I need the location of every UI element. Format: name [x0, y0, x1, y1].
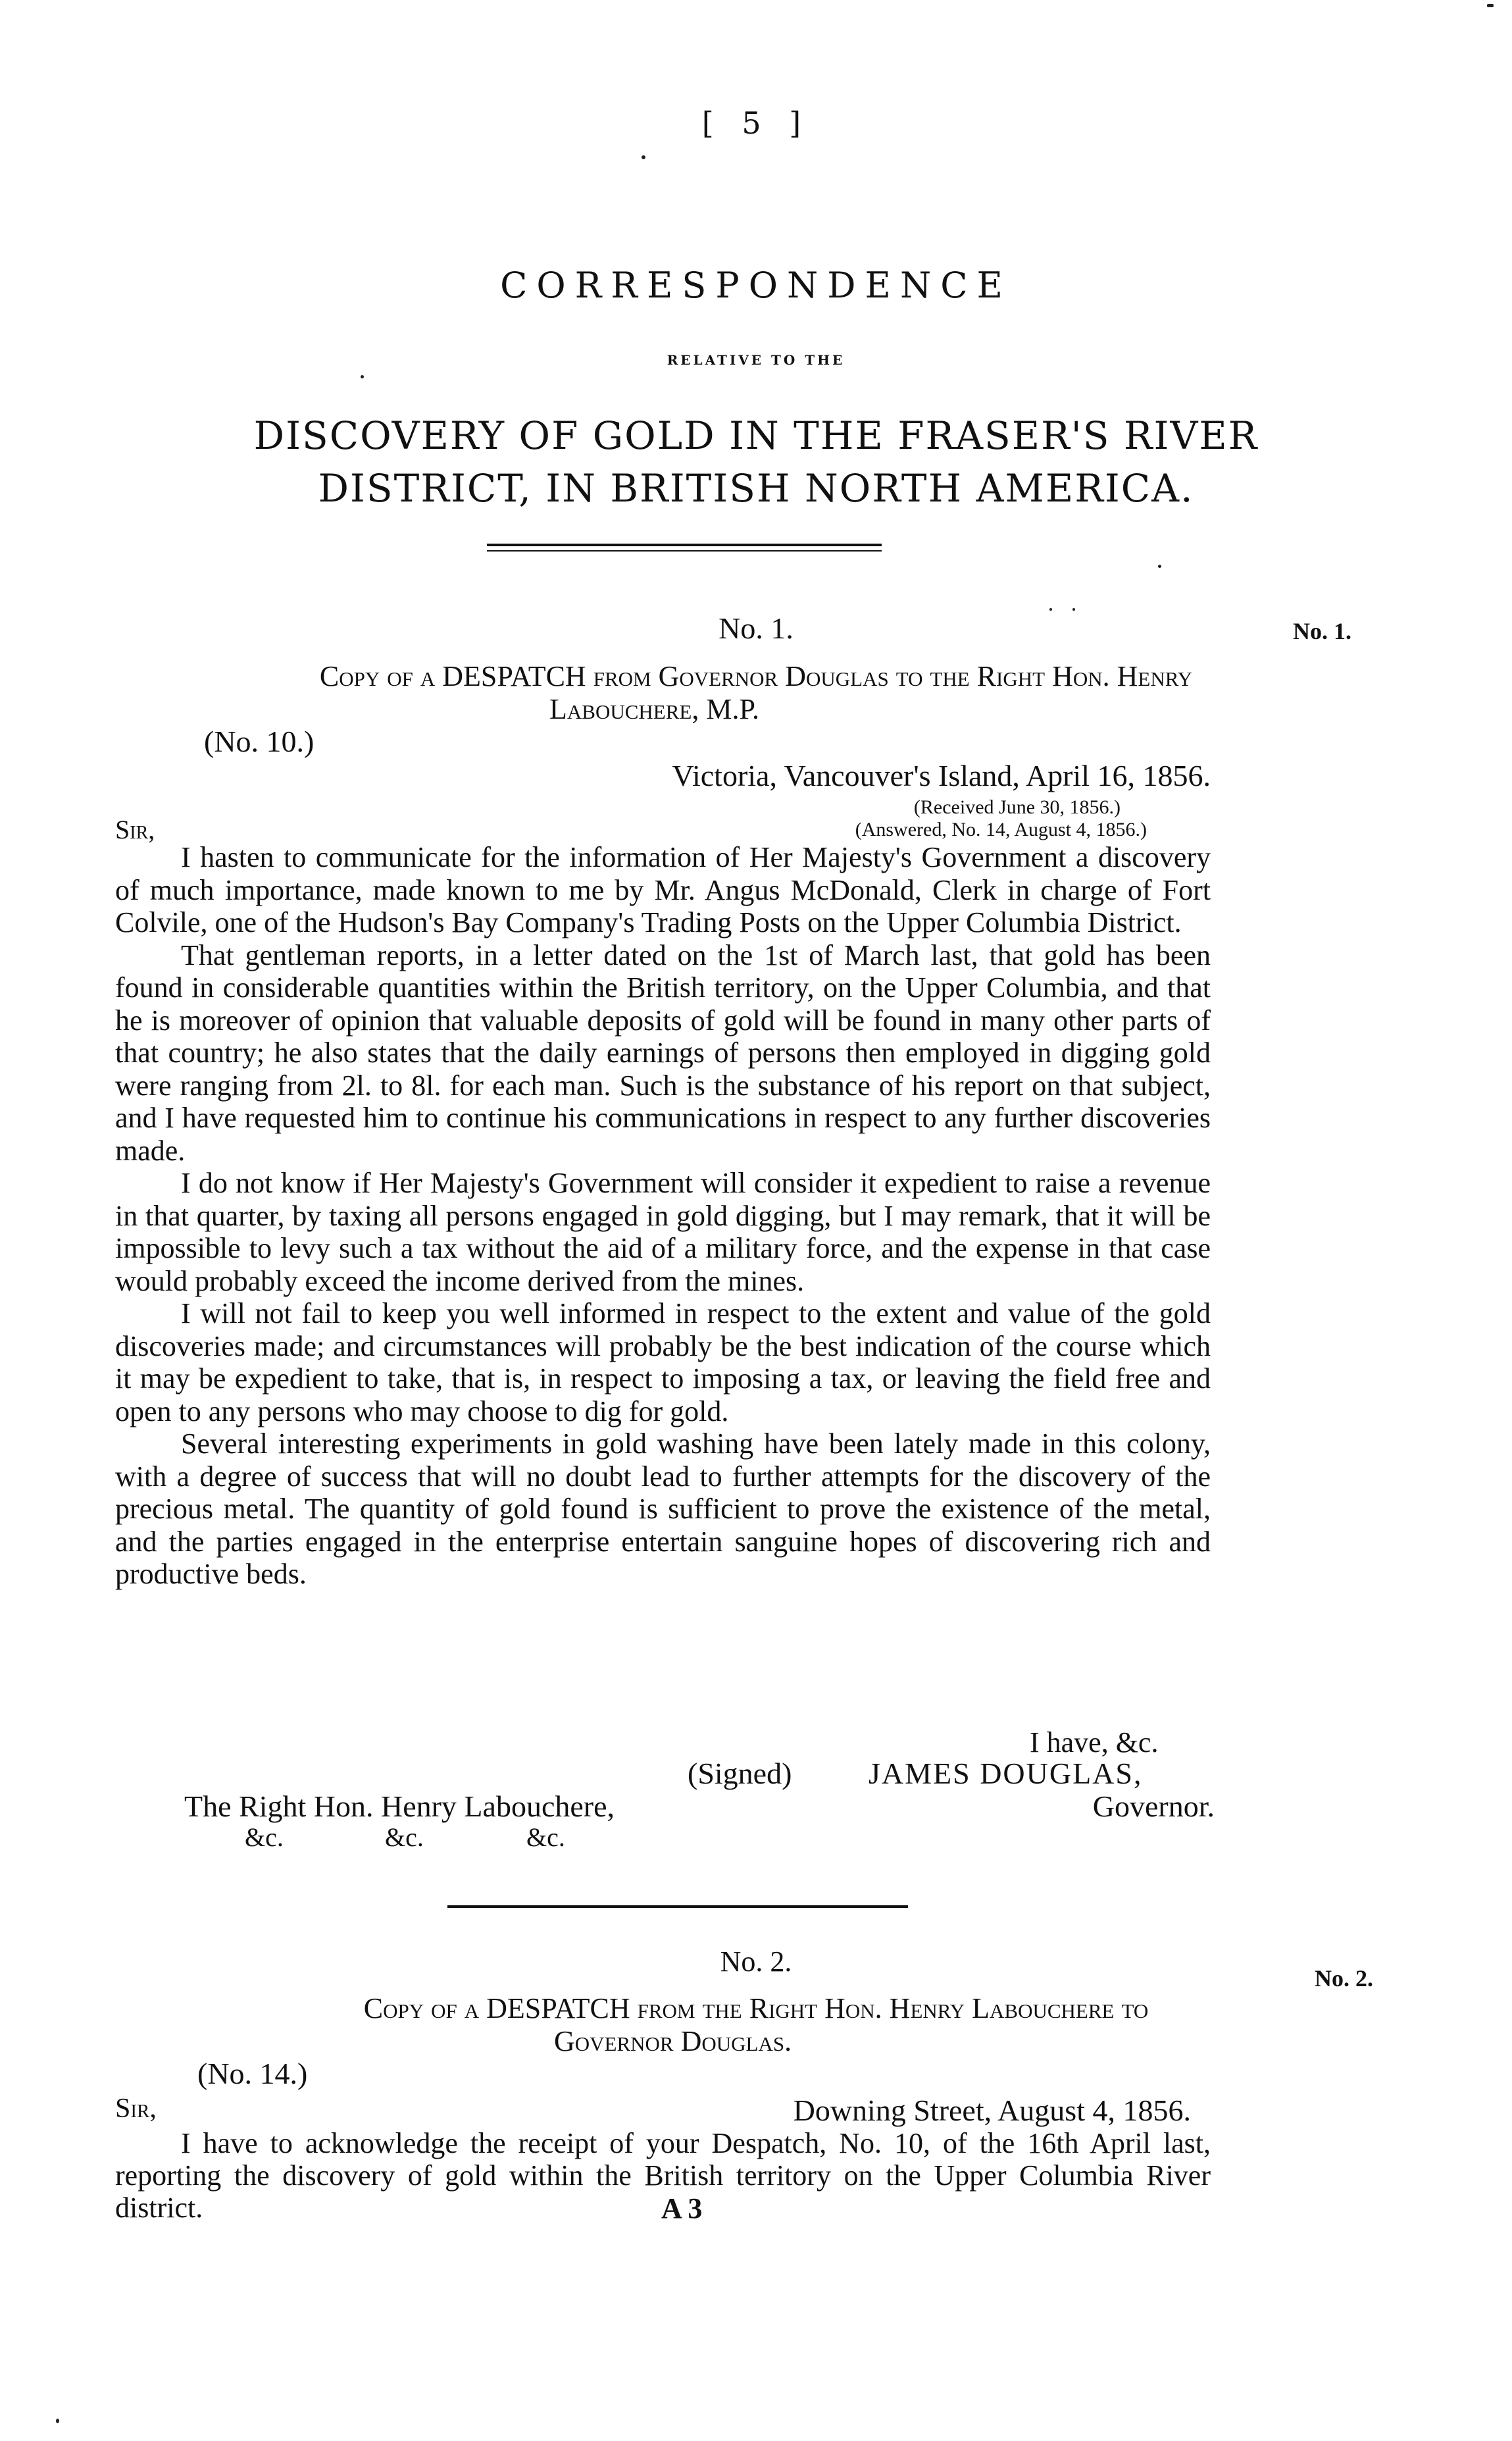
- doc1-paragraph: I will not fail to keep you well informed in respect to the extent and value of the gold discoveries made; and circumstances will probably be the best indication of the course which it may be expedient to take, that is, in respect to imposing a tax, or leaving the field free and open to any persons who may choose to dig for gold.: [115, 1297, 1211, 1427]
- doc1-paragraph: That gentleman reports, in a letter dated on the 1st of March last, that gold has been found in considerable quantities within the British territory, on the Upper Columbia, and that he is moreover of opinion that valuable deposits of gold will be found in many other parts of that country; he also states that the daily earnings of persons then employed in digging gold were ranging from 2l. to 8l. for each man. Such is the substance of his report on that subject, and I have requested him to continue his communications in respect to any further discoveries made.: [115, 938, 1211, 1167]
- doc2-ref: (No. 14.): [197, 2057, 308, 2090]
- doc1-addressee: The Right Hon. Henry Labouchere,: [184, 1789, 615, 1823]
- doc2-title-line2: Governor Douglas.: [554, 2025, 792, 2057]
- heading-relative-to: RELATIVE TO THE: [667, 352, 845, 368]
- doc1-margin-note: No. 1.: [1293, 618, 1351, 644]
- heading-rule: [487, 544, 882, 546]
- doc1-etc: &c.: [245, 1822, 284, 1852]
- section-separator: [447, 1905, 908, 1908]
- doc2-paragraph: I have to acknowledge the receipt of your Despatch, No. 10, of the 16th April last, reporting the discovery of gold within the British territory on the Upper Columbia River district.: [115, 2127, 1211, 2224]
- doc2-margin-note: No. 2.: [1315, 1965, 1373, 1991]
- scan-speck: [1487, 4, 1494, 7]
- heading-rule-thin: [487, 550, 882, 552]
- doc1-received: (Received June 30, 1856.): [913, 796, 1121, 818]
- doc1-signature: JAMES DOUGLAS,: [869, 1757, 1143, 1790]
- doc1-etc: &c.: [526, 1822, 565, 1852]
- doc2-place-date: Downing Street, August 4, 1856.: [793, 2094, 1191, 2127]
- doc1-signature-title: Governor.: [1092, 1789, 1215, 1823]
- heading-title-line2: DISTRICT, IN BRITISH NORTH AMERICA.: [318, 466, 1194, 511]
- doc1-ref: (No. 10.): [204, 725, 315, 758]
- doc1-signed: (Signed): [688, 1757, 792, 1790]
- doc1-body: [115, 841, 1211, 1591]
- signature-mark: A 3: [661, 2192, 703, 2224]
- doc2-salutation: Sir,: [115, 2094, 157, 2124]
- page-number: [ 5 ]: [701, 105, 811, 141]
- doc1-place-date: Victoria, Vancouver's Island, April 16, 1856.: [672, 759, 1211, 792]
- scan-speck: [361, 375, 364, 378]
- doc1-number: No. 1.: [718, 611, 794, 645]
- scan-speck: [1072, 608, 1075, 611]
- scan-speck: [1049, 608, 1052, 611]
- scan-speck: [56, 2419, 59, 2423]
- heading-correspondence: CORRESPONDENCE: [500, 265, 1012, 306]
- doc1-paragraph: I do not know if Her Majesty's Government will consider it expedient to raise a revenue in that quarter, by taxing all persons engaged in gold digging, but I may remark, that it will be impossible to levy such a tax without the aid of a military force, and the expense in that case would probably exceed the income derived from the mines.: [115, 1167, 1211, 1297]
- doc1-paragraph: Several interesting experiments in gold washing have been lately made in this colony, with a degree of success that will no doubt lead to further attempts for the discovery of the precious metal. The quantity of gold found is sufficient to prove the existence of the metal, and the parties engaged in the enterprise entertain sanguine hopes of discovering rich and productive beds.: [115, 1427, 1211, 1590]
- doc1-paragraph: I hasten to communicate for the information of Her Majesty's Government a discovery of much importance, made known to me by Mr. Angus McDonald, Clerk in charge of Fort Colvile, one of the Hudson's Bay Company's Trading Posts on the Upper Columbia District.: [115, 841, 1211, 938]
- doc1-title-line1: Copy of a DESPATCH from Governor Douglas to the Right Hon. Henry: [319, 660, 1193, 692]
- doc2-number: No. 2.: [720, 1945, 792, 1978]
- doc1-closing: I have, &c.: [1030, 1726, 1159, 1759]
- doc1-answered: (Answered, No. 14, August 4, 1856.): [855, 819, 1147, 840]
- doc1-salutation: Sir,: [115, 815, 155, 844]
- heading-title-line1: DISCOVERY OF GOLD IN THE FRASER'S RIVER: [253, 413, 1259, 458]
- scan-speck: [642, 155, 645, 159]
- doc2-title-line1: Copy of a DESPATCH from the Right Hon. Henry Labouchere to: [363, 1992, 1149, 2024]
- doc1-etc: &c.: [385, 1822, 424, 1852]
- doc1-title-line2: Labouchere, M.P.: [549, 693, 760, 725]
- scan-speck: [1158, 565, 1161, 568]
